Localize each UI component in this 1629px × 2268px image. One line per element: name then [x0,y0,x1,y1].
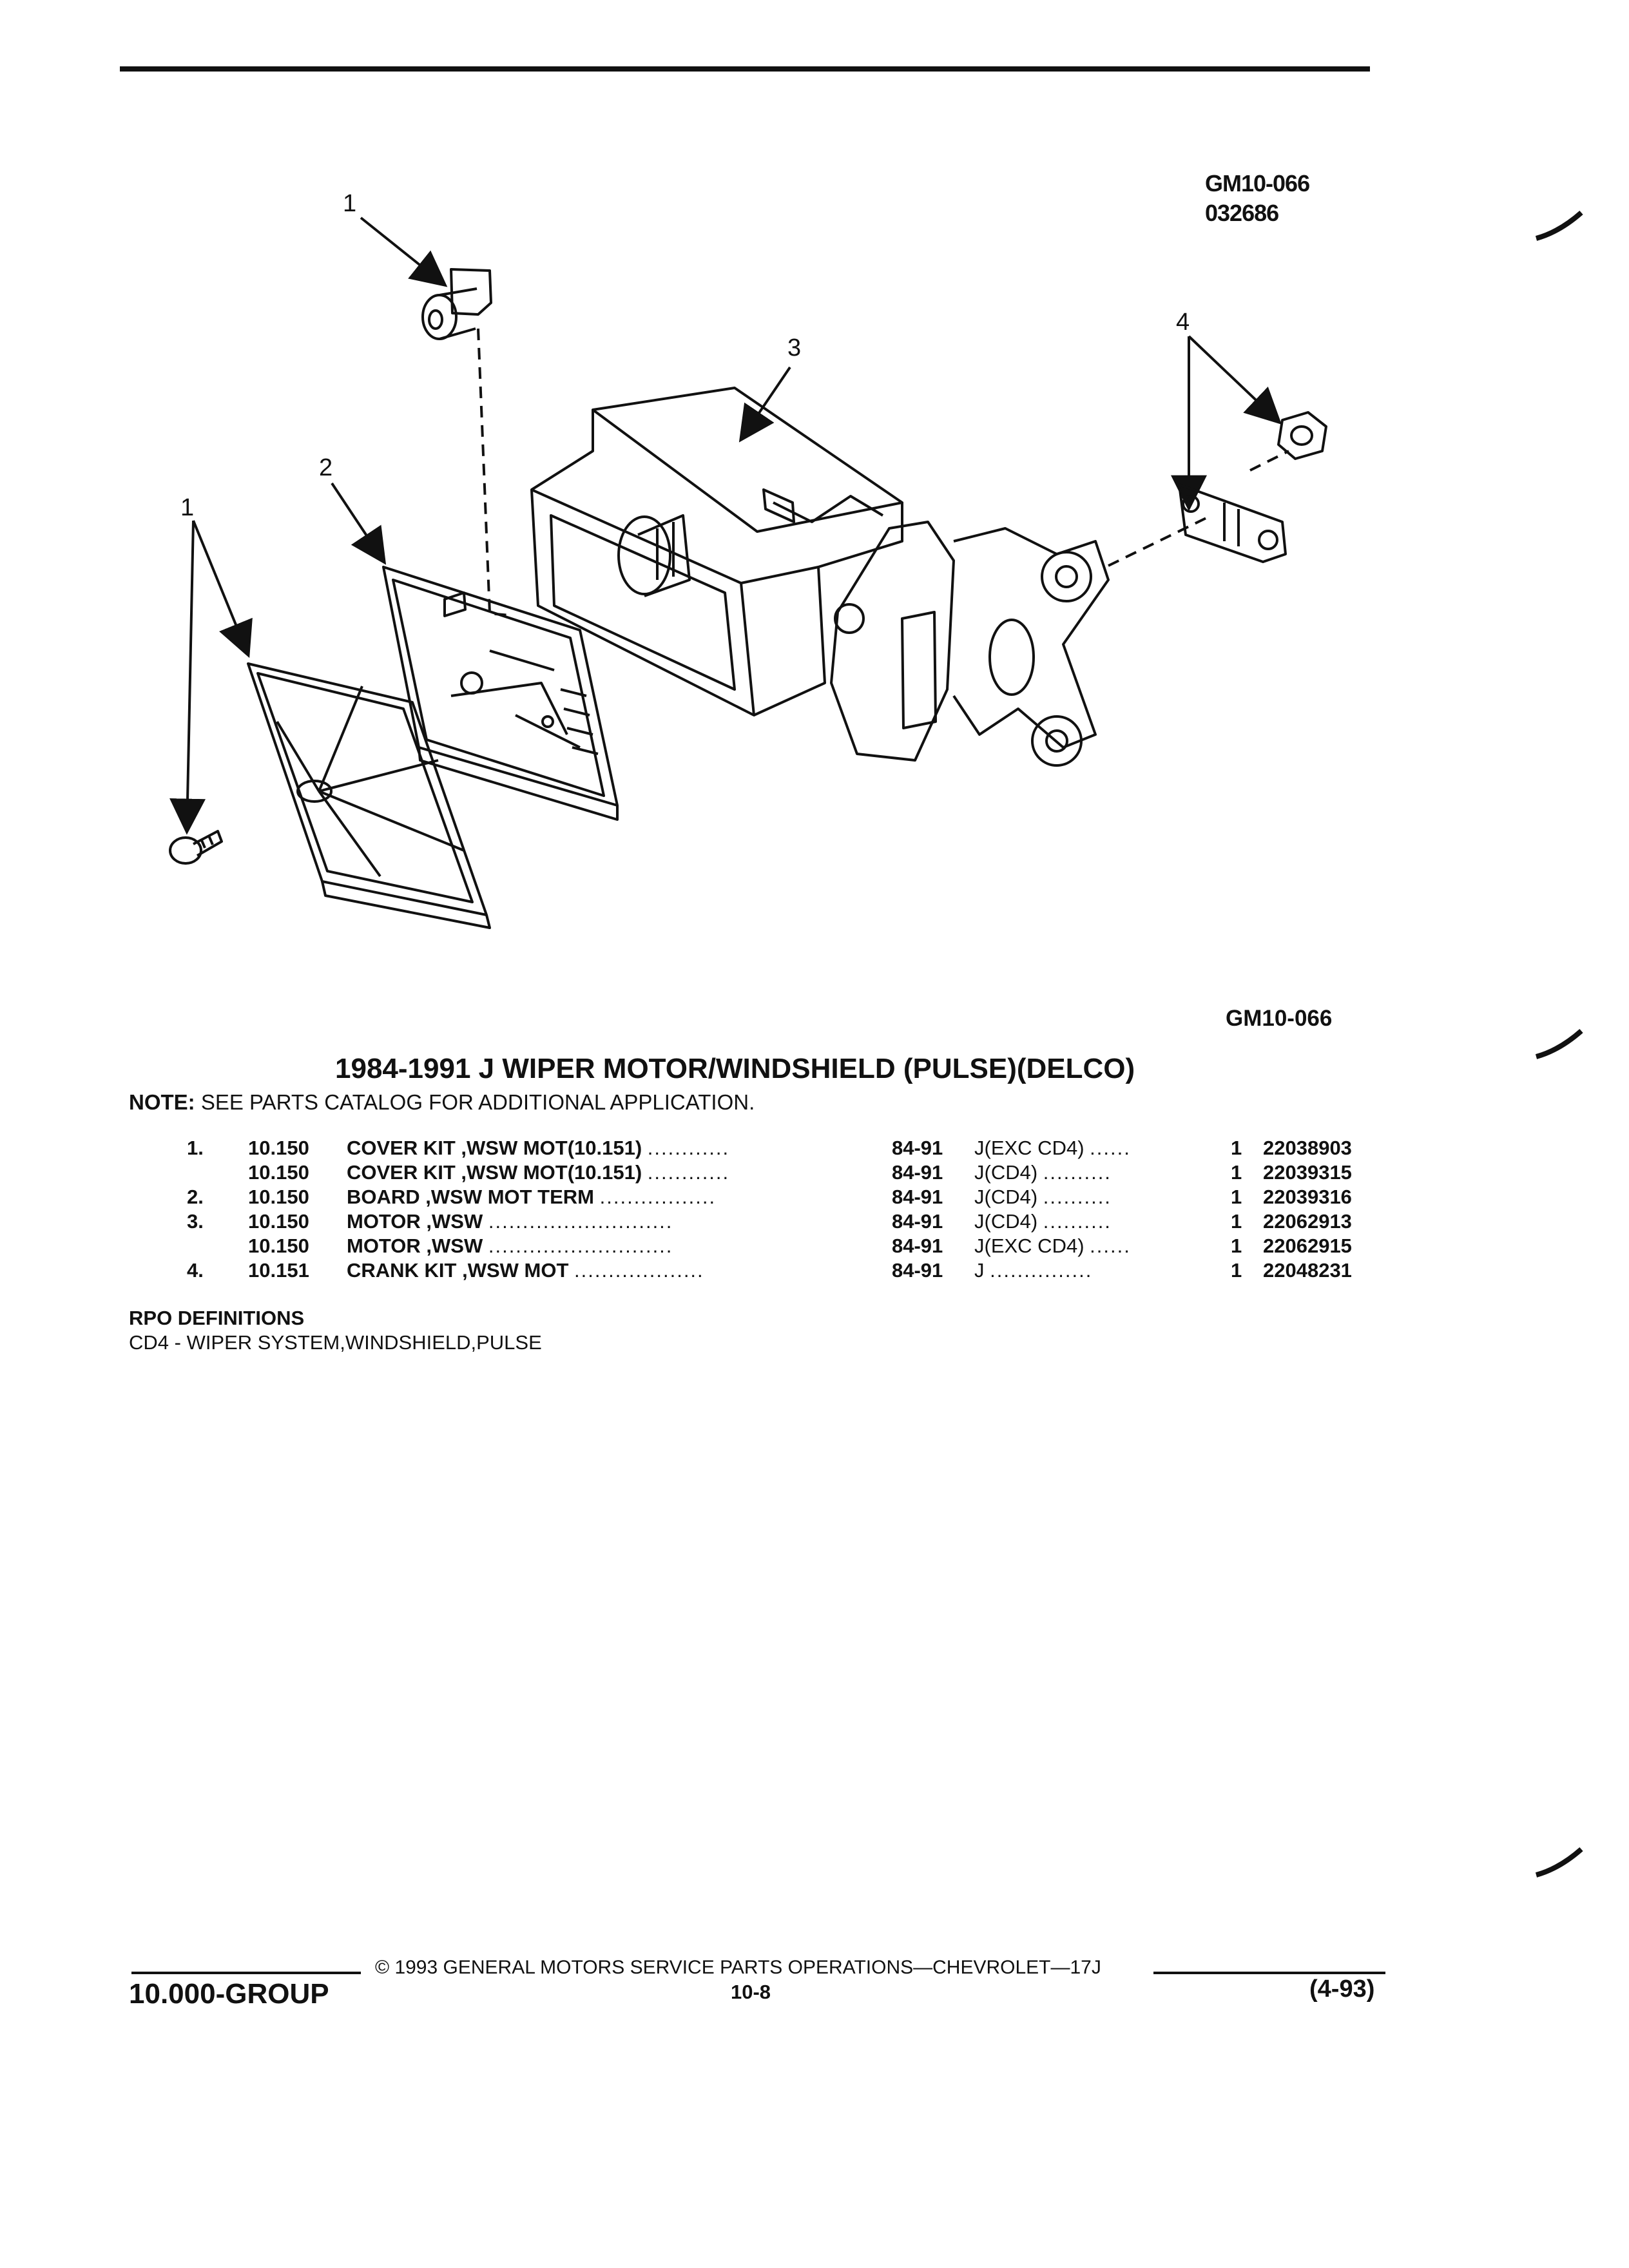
leader-dots: .......... [1043,1161,1112,1184]
leader-2 [332,483,384,562]
quantity: 1 [1231,1235,1242,1257]
group-number: 10.150 [248,1235,309,1257]
item-number: 4. [187,1259,204,1282]
group-number: 10.151 [248,1259,309,1282]
callout-label-2: 2 [319,454,333,481]
application [974,1137,1131,1160]
application-text: J(EXC CD4) [974,1137,1084,1159]
application-text: J(CD4) [974,1186,1038,1208]
callout-label-1-left: 1 [180,494,195,521]
group-number: 10.150 [248,1161,309,1184]
part-number: 22062913 [1263,1210,1352,1233]
footer-group: 10.000-GROUP [129,1978,329,2010]
part-number: 22062915 [1263,1235,1352,1257]
part-3-motor [532,388,1108,765]
figure-date-code: 032686 [1205,200,1279,226]
application [974,1259,1092,1282]
description [347,1161,729,1184]
application-text: J(CD4) [974,1210,1038,1233]
application [974,1161,1112,1184]
years: 84-91 [892,1210,943,1233]
leader-dots: .......... [1043,1210,1112,1233]
rpo-definitions-title: RPO DEFINITIONS [129,1307,305,1329]
callout-label-4: 4 [1176,309,1190,336]
years: 84-91 [892,1137,943,1159]
application [974,1210,1112,1233]
leader-1-top [361,218,445,285]
part-4-crank [1179,412,1326,562]
years: 84-91 [892,1161,943,1184]
leader-1-left-a [187,521,193,831]
item-number: 3. [187,1210,204,1233]
description-text: COVER KIT ,WSW MOT(10.151) [347,1137,642,1159]
part-number: 22039315 [1263,1161,1352,1184]
binder-mark-middle [1534,1024,1585,1063]
leader-dots: ...... [1090,1137,1131,1159]
leader-dots: ................. [599,1186,717,1208]
description-text: CRANK KIT ,WSW MOT [347,1259,569,1282]
description-text: MOTOR ,WSW [347,1235,483,1257]
leader-4-b [1189,336,1279,422]
description [347,1186,716,1209]
description-text: MOTOR ,WSW [347,1210,483,1233]
quantity: 1 [1231,1186,1242,1208]
page-title: 1984-1991 J WIPER MOTOR/WINDSHIELD (PULSE)(DELCO) [335,1053,1135,1084]
footer-copyright: © 1993 GENERAL MOTORS SERVICE PARTS OPERATIONS—CHEVROLET—17J [375,1957,1101,1978]
footer-date: (4-93) [1309,1975,1375,2003]
quantity: 1 [1231,1137,1242,1159]
figure-code: GM10-066 [1205,170,1310,197]
application-text: J(EXC CD4) [974,1235,1084,1257]
leader-dots: ................... [574,1259,704,1282]
application [974,1186,1112,1209]
binder-mark-top [1534,206,1585,245]
group-number: 10.150 [248,1210,309,1233]
part-1-plug [423,269,491,339]
item-number: 2. [187,1186,204,1208]
years: 84-91 [892,1186,943,1208]
note-label: NOTE: [129,1090,195,1114]
part-number: 22048231 [1263,1259,1352,1282]
footer-rule-left [131,1972,361,1974]
callout-label-1-top: 1 [343,190,357,217]
description-text: BOARD ,WSW MOT TERM [347,1186,595,1208]
part-2-board [383,567,617,820]
group-number: 10.150 [248,1137,309,1159]
exploded-parts-diagram [0,0,1629,1005]
callout-label-3: 3 [787,334,802,361]
years: 84-91 [892,1235,943,1257]
footer-page-number: 10-8 [731,1981,771,2003]
description-text: COVER KIT ,WSW MOT(10.151) [347,1161,642,1184]
quantity: 1 [1231,1210,1242,1233]
footer-rule-right [1153,1972,1385,1974]
application [974,1235,1131,1258]
binder-mark-bottom [1534,1843,1585,1881]
leader-dots: ............ [647,1161,730,1184]
application-text: J(CD4) [974,1161,1038,1184]
part-1-cover [248,664,490,928]
part-1-screw [170,831,222,863]
leader-dots: ............ [647,1137,730,1159]
leader-dots: ........................... [488,1235,673,1257]
leader-1-left-b [193,521,248,655]
application-text: J [974,1259,985,1282]
description [347,1210,673,1233]
rpo-definition: CD4 - WIPER SYSTEM,WINDSHIELD,PULSE [129,1331,542,1354]
years: 84-91 [892,1259,943,1282]
leader-dots: .......... [1043,1186,1112,1208]
leader-dots: ............... [990,1259,1093,1282]
figure-code-bottom: GM10-066 [1226,1006,1333,1031]
note-line [129,1090,755,1115]
description [347,1235,673,1258]
leader-dots: ...... [1090,1235,1131,1257]
group-number: 10.150 [248,1186,309,1208]
description [347,1137,729,1160]
part-number: 22039316 [1263,1186,1352,1208]
part-number: 22038903 [1263,1137,1352,1159]
item-number: 1. [187,1137,204,1159]
quantity: 1 [1231,1161,1242,1184]
note-text: SEE PARTS CATALOG FOR ADDITIONAL APPLICATION. [200,1090,755,1114]
leader-dots: ........................... [488,1210,673,1233]
quantity: 1 [1231,1259,1242,1282]
leader-3 [741,367,790,439]
description [347,1259,704,1282]
